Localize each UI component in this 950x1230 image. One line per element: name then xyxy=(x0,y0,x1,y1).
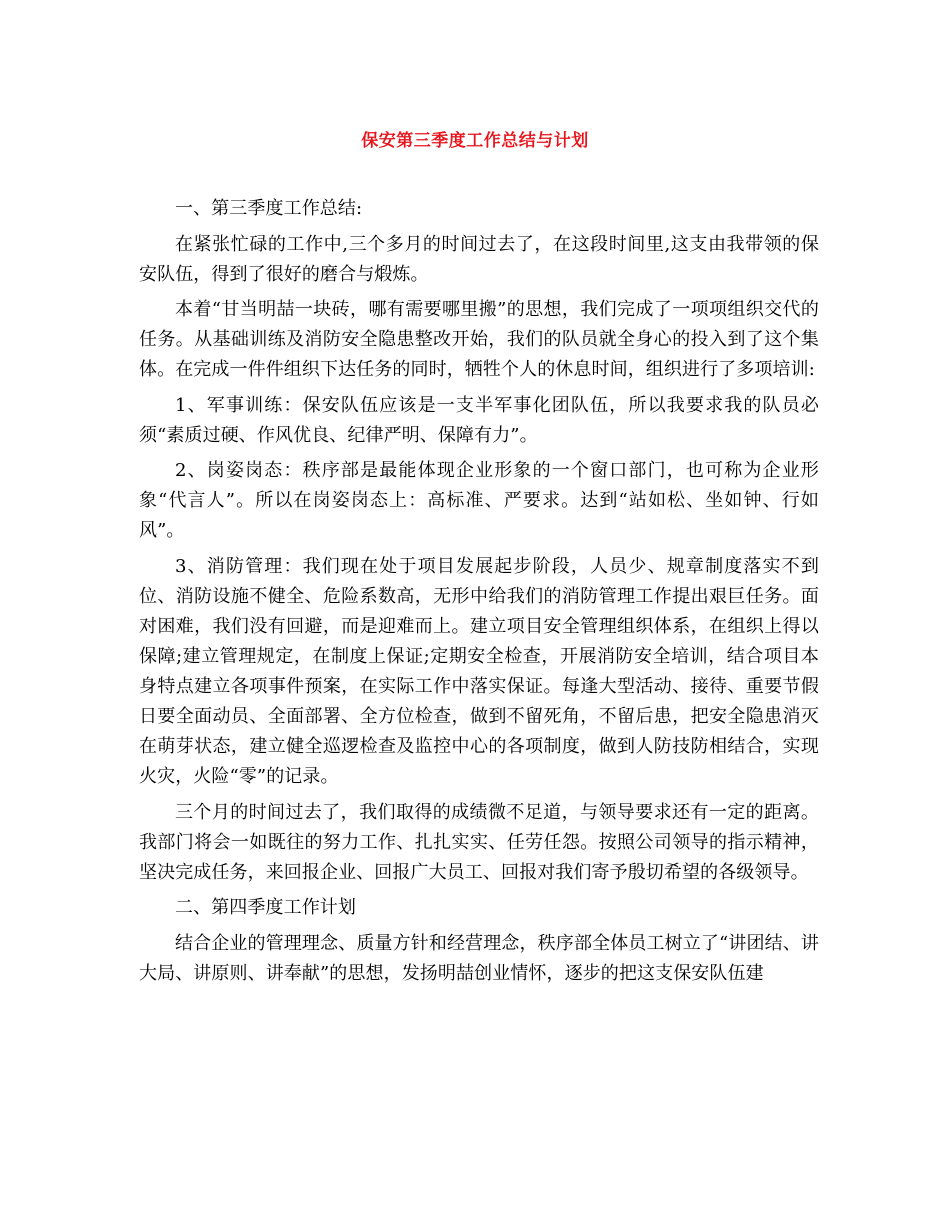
paragraph-conclusion: 三个月的时间过去了，我们取得的成绩微不足道，与领导要求还有一定的距离。我部门将会一如既往的努力工作、扎扎实实、任劳任怨。按照公司领导的指示精神，坚决完成任务，来回报企业、回报广大员工、回报对我们寄予殷切希望的各级领导。 xyxy=(139,801,819,883)
section-heading-plan: 二、第四季度工作计划 xyxy=(175,897,356,919)
paragraph-fire-management: 3、消防管理：我们现在处于项目发展起步阶段，人员少、规章制度落实不到位、消防设施不健全、危险系数高，无形中给我们的消防管理工作提出艰巨任务。面对困难，我们没有回避，而是迎难而上。建立项目安全管理组织体系，在组织上得以保障;建立管理规定，在制度上保证;定期安全检查，开展消防安全培训，结合项目本身特点建立各项事件预案，在实际工作中落实保证。每逢大型活动、接待、重要节假日要全面动员、全面部署、全方位检查，做到不留死角，不留后患，把安全隐患消灭在萌芽状态，建立健全巡逻检查及监控中心的各项制度，做到人防技防相结合，实现火灾，火险“零”的记录。 xyxy=(139,555,819,787)
paragraph-intro: 在紧张忙碌的工作中,三个多月的时间过去了，在这段时间里,这支由我带领的保安队伍，得到了很好的磨合与煅炼。 xyxy=(139,233,819,285)
document-title: 保安第三季度工作总结与计划 xyxy=(361,131,589,151)
paragraph-plan: 结合企业的管理理念、质量方针和经营理念，秩序部全体员工树立了“讲团结、讲大局、讲原则、讲奉献”的思想，发扬明喆创业情怀，逐步的把这支保安队伍建 xyxy=(139,932,819,984)
paragraph-tasks: 本着“甘当明喆一块砖，哪有需要哪里搬”的思想，我们完成了一项项组织交代的任务。从基础训练及消防安全隐患整改开始，我们的队员就全身心的投入到了这个集体。在完成一件件组织下达任务的同时，牺牲个人的休息时间，组织进行了多项培训: xyxy=(139,299,819,381)
paragraph-military-training: 1、军事训练：保安队伍应该是一支半军事化团队伍，所以我要求我的队员必须“素质过硬、作风优良、纪律严明、保障有力”。 xyxy=(139,394,819,446)
paragraph-posture: 2、岗姿岗态：秩序部是最能体现企业形象的一个窗口部门，也可称为企业形象“代言人”。所以在岗姿岗态上：高标准、严要求。达到“站如松、坐如钟、行如风”。 xyxy=(139,460,819,542)
document-body xyxy=(139,194,819,994)
section-heading-summary: 一、第三季度工作总结: xyxy=(175,198,363,219)
